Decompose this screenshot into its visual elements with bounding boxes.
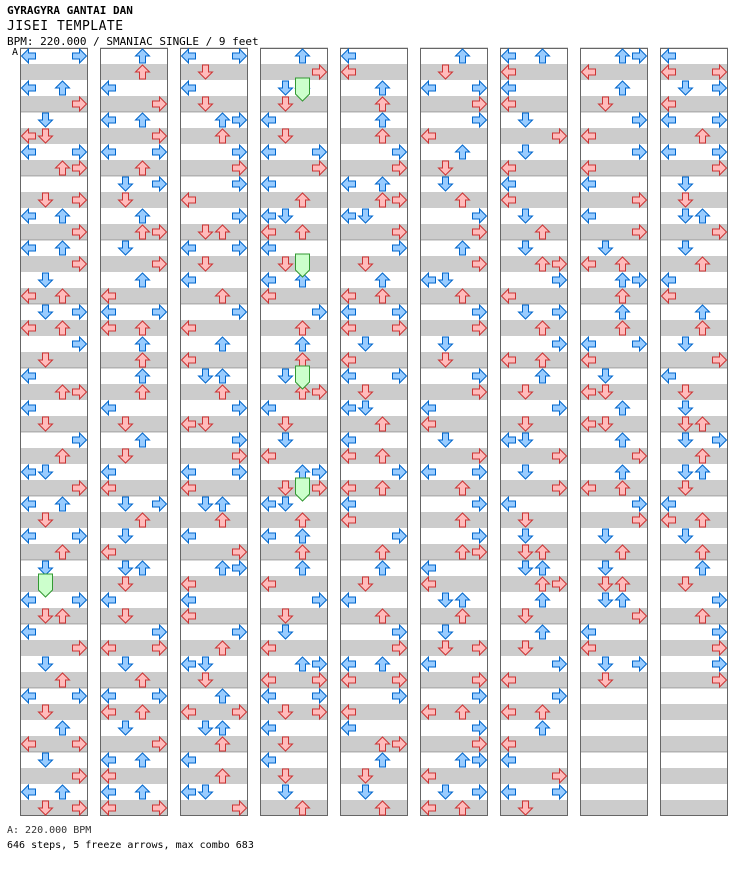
chart-info: BPM: 220.000 / SMANIAC SINGLE / 9 feet (7, 35, 259, 48)
footer-bpm: A: 220.000 BPM (7, 825, 92, 836)
chart-column-9 (660, 48, 728, 816)
chart-column-3 (180, 48, 248, 816)
section-marker: A (12, 47, 19, 58)
chart-column-1 (20, 48, 88, 816)
song-title: GYRAGYRA GANTAI DAN (7, 4, 133, 17)
chart-title: JISEI TEMPLATE (7, 19, 124, 34)
chart-column-6 (420, 48, 488, 816)
chart-column-4 (260, 48, 328, 816)
chart-column-5 (340, 48, 408, 816)
chart-column-2 (100, 48, 168, 816)
chart-column-8 (580, 48, 648, 816)
footer-stats: 646 steps, 5 freeze arrows, max combo 683 (7, 840, 254, 851)
chart-column-7 (500, 48, 568, 816)
